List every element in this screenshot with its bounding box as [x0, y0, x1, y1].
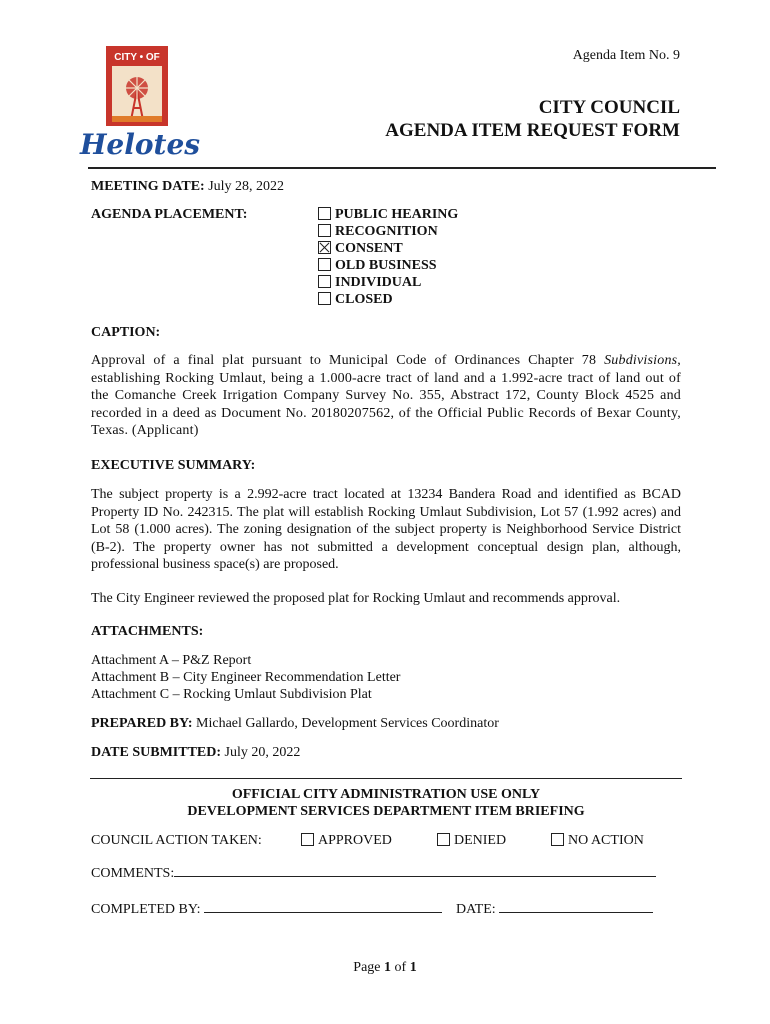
city-of-helotes-logo — [79, 46, 201, 161]
placement-option-consent[interactable]: CONSENT — [318, 240, 458, 257]
completed-by-label: COMPLETED BY: — [91, 902, 201, 917]
svg-text:Helotes: Helotes — [79, 128, 201, 161]
checkbox[interactable] — [551, 833, 564, 846]
attachments-heading: ATTACHMENTS: — [91, 624, 204, 639]
attachment-item: Attachment A – P&Z Report — [91, 653, 252, 668]
attachment-item: Attachment B – City Engineer Recommendation Letter — [91, 670, 401, 685]
agenda-placement-label: AGENDA PLACEMENT: — [91, 207, 248, 222]
placement-option-closed[interactable]: CLOSED — [318, 291, 458, 308]
header-divider — [88, 167, 716, 169]
checkbox[interactable] — [318, 224, 331, 237]
date-label: DATE: — [456, 902, 496, 917]
placement-option-old-business[interactable]: OLD BUSINESS — [318, 257, 458, 274]
executive-summary-recommendation: The City Engineer reviewed the proposed plat for Rocking Umlaut and recommends approval. — [91, 591, 621, 606]
attachment-item: Attachment C – Rocking Umlaut Subdivision Plat — [91, 687, 372, 702]
checkbox[interactable] — [318, 258, 331, 271]
checkbox[interactable] — [318, 292, 331, 305]
completed-by-field[interactable] — [204, 898, 442, 913]
date-submitted-value: July 20, 2022 — [224, 745, 301, 760]
action-option-approved[interactable]: APPROVED — [301, 833, 392, 849]
date-field[interactable] — [499, 898, 653, 913]
completed-by-row — [91, 898, 442, 918]
action-option-denied[interactable]: DENIED — [437, 833, 506, 849]
prepared-by-label: PREPARED BY: — [91, 716, 193, 731]
checkbox[interactable] — [318, 207, 331, 220]
executive-summary-text: The subject property is a 2.992-acre tract located at 13234 Bandera Road and identified as BCAD Property ID No. 242315. The plat will establish Rocking Umlaut Subdivision, Lot 57 (1.992 acres) and Lot 58 (1.000 acres). The zoning designation of the subject property is Neighborhood Service District (B-2). The property owner has not submitted a development conceptual design plan, although, professional business space(s) are proposed. — [91, 487, 681, 572]
caption-heading: CAPTION: — [91, 325, 161, 340]
official-section-divider — [90, 778, 682, 779]
placement-option-recognition[interactable]: RECOGNITION — [318, 223, 458, 240]
council-action-label: COUNCIL ACTION TAKEN: — [91, 833, 262, 848]
executive-summary-heading: EXECUTIVE SUMMARY: — [91, 458, 256, 473]
official-use-line-2: DEVELOPMENT SERVICES DEPARTMENT ITEM BRIEFING — [187, 804, 585, 819]
checkbox[interactable] — [437, 833, 450, 846]
official-use-line-1: OFFICIAL CITY ADMINISTRATION USE ONLY — [231, 787, 541, 802]
date-submitted-label: DATE SUBMITTED: — [91, 745, 222, 760]
checkbox-checked[interactable] — [318, 241, 331, 254]
prepared-by-row — [91, 715, 499, 732]
official-use-heading — [90, 786, 682, 820]
action-option-no-action[interactable]: NO ACTION — [551, 833, 644, 849]
page-number: Page 1 of 1 — [353, 960, 417, 975]
comments-field[interactable] — [174, 862, 656, 877]
placement-option-individual[interactable]: INDIVIDUAL — [318, 274, 458, 291]
checkbox[interactable] — [301, 833, 314, 846]
form-title — [385, 96, 680, 142]
title-line-2: AGENDA ITEM REQUEST FORM — [385, 120, 680, 141]
agenda-item-number: Agenda Item No. 9 — [572, 48, 680, 63]
placement-option-public-hearing[interactable]: PUBLIC HEARING — [318, 206, 458, 223]
meeting-date-value: July 28, 2022 — [208, 179, 285, 194]
attachments-list — [91, 652, 400, 703]
comments-row — [91, 862, 656, 882]
meeting-date-label: MEETING DATE: — [91, 179, 205, 194]
svg-text:CITY • OF: CITY • OF — [114, 52, 160, 63]
agenda-placement-options — [318, 206, 458, 308]
prepared-by-value: Michael Gallardo, Development Services Coordinator — [196, 716, 499, 731]
date-row — [456, 898, 653, 918]
meeting-date-row — [91, 178, 284, 195]
date-submitted-row — [91, 744, 300, 761]
checkbox[interactable] — [318, 275, 331, 288]
caption-text: Approval of a final plat pursuant to Municipal Code of Ordinances Chapter 78 Subdivisions, establishing Rocking Umlaut, being a 1.000-acre tract of land and a 1.992-acre tract of land out of the Comanche Creek Irrigation Company Survey No. 355, Abstract 172, County Block 4525 and recorded in a deed as Document No. 20180207562, of the Official Public Records of Bexar County, Texas. (Applicant) — [91, 353, 681, 438]
comments-label: COMMENTS: — [91, 866, 175, 881]
title-line-1: CITY COUNCIL — [538, 97, 680, 118]
